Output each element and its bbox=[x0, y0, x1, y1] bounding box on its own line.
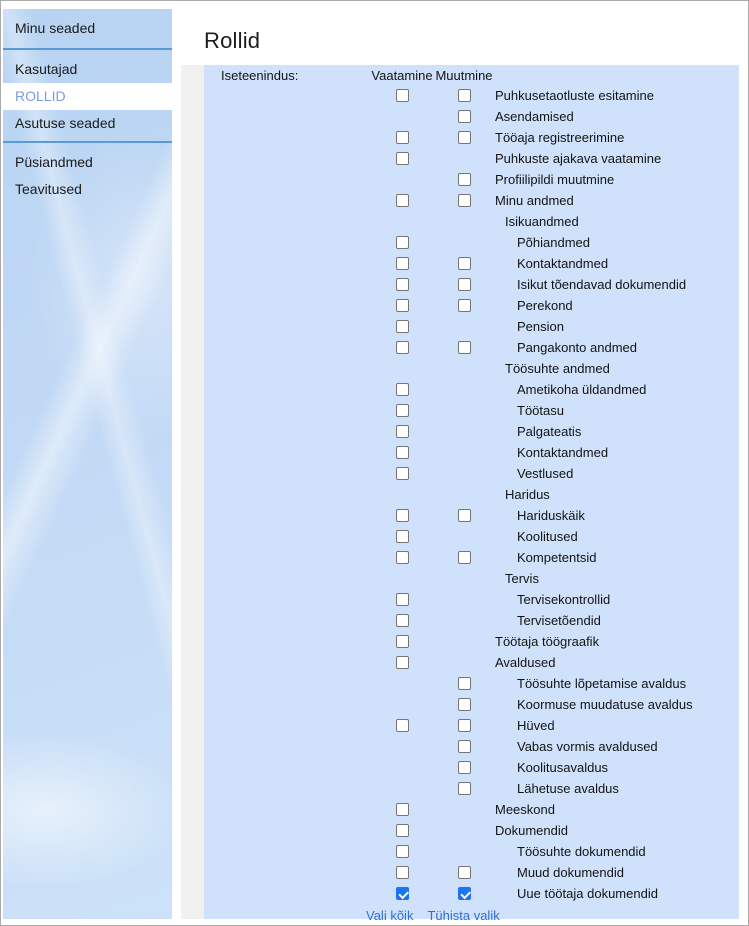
edit-checkbox[interactable] bbox=[458, 89, 471, 102]
view-checkbox-cell bbox=[371, 446, 433, 459]
view-checkbox[interactable] bbox=[396, 152, 409, 165]
view-checkbox[interactable] bbox=[396, 257, 409, 270]
edit-checkbox-cell bbox=[433, 509, 495, 522]
edit-checkbox[interactable] bbox=[458, 278, 471, 291]
view-checkbox-cell bbox=[371, 887, 433, 900]
view-checkbox-cell bbox=[371, 425, 433, 438]
permission-label: Muud dokumendid bbox=[517, 865, 624, 880]
permission-row bbox=[221, 799, 739, 820]
view-checkbox-cell bbox=[371, 509, 433, 522]
view-checkbox-cell bbox=[371, 131, 433, 144]
permission-label: Ametikoha üldandmed bbox=[517, 382, 647, 397]
view-checkbox-cell bbox=[371, 803, 433, 816]
permission-row bbox=[221, 883, 739, 904]
permissions-panel bbox=[204, 65, 739, 923]
permission-group-label: Isikuandmed bbox=[505, 214, 579, 229]
permission-label: Profiilipildi muutmine bbox=[495, 172, 615, 187]
edit-checkbox[interactable] bbox=[458, 509, 471, 522]
edit-checkbox[interactable] bbox=[458, 677, 471, 690]
edit-checkbox-cell bbox=[433, 257, 495, 270]
view-checkbox-cell bbox=[371, 593, 433, 606]
edit-checkbox-cell bbox=[433, 740, 495, 753]
permission-row bbox=[221, 505, 739, 526]
permission-label: Puhkusetaotluste esitamine bbox=[495, 88, 654, 103]
permission-label: Kontaktandmed bbox=[517, 256, 609, 271]
view-checkbox[interactable] bbox=[396, 131, 409, 144]
permission-group-label: Tervis bbox=[505, 571, 539, 586]
sidebar-item-minu-seaded[interactable]: Minu seaded bbox=[15, 20, 96, 36]
permission-label: Isikut tõendavad dokumendid bbox=[517, 277, 687, 292]
permission-row bbox=[221, 526, 739, 547]
permission-row bbox=[221, 694, 739, 715]
edit-checkbox[interactable] bbox=[458, 299, 471, 312]
view-checkbox[interactable] bbox=[396, 866, 409, 879]
permission-row bbox=[221, 316, 739, 337]
view-checkbox-cell bbox=[371, 824, 433, 837]
permission-label: Tervisekontrollid bbox=[517, 592, 611, 607]
view-checkbox-cell bbox=[371, 89, 433, 102]
permission-row bbox=[221, 85, 739, 106]
edit-checkbox[interactable] bbox=[458, 698, 471, 711]
view-checkbox-cell bbox=[371, 530, 433, 543]
view-checkbox[interactable] bbox=[396, 446, 409, 459]
view-checkbox[interactable] bbox=[396, 845, 409, 858]
edit-checkbox[interactable] bbox=[458, 782, 471, 795]
view-checkbox-cell bbox=[371, 257, 433, 270]
view-checkbox[interactable] bbox=[396, 236, 409, 249]
sidebar-item-rollid[interactable]: ROLLID bbox=[3, 83, 172, 110]
permission-row bbox=[221, 841, 739, 862]
view-checkbox-cell bbox=[371, 866, 433, 879]
permission-row bbox=[221, 379, 739, 400]
select-all-link[interactable]: Vali kõik bbox=[366, 908, 414, 923]
permission-label: Asendamised bbox=[495, 109, 574, 124]
permission-group-label: Haridus bbox=[505, 487, 550, 502]
edit-checkbox-cell bbox=[433, 131, 495, 144]
permission-group-label: Töösuhte andmed bbox=[505, 361, 610, 376]
permission-group-row bbox=[221, 568, 739, 589]
view-checkbox[interactable] bbox=[396, 803, 409, 816]
permission-row bbox=[221, 169, 739, 190]
permission-row bbox=[221, 295, 739, 316]
permission-label: Töösuhte dokumendid bbox=[517, 844, 646, 859]
permission-row bbox=[221, 736, 739, 757]
edit-checkbox-cell bbox=[433, 278, 495, 291]
permission-row bbox=[221, 232, 739, 253]
permission-row bbox=[221, 673, 739, 694]
sidebar-item-teavitused[interactable]: Teavitused bbox=[15, 181, 82, 197]
permission-row bbox=[221, 337, 739, 358]
edit-checkbox[interactable] bbox=[458, 257, 471, 270]
permission-group-row bbox=[221, 211, 739, 232]
edit-checkbox-cell bbox=[433, 110, 495, 123]
edit-checkbox-cell bbox=[433, 341, 495, 354]
view-checkbox-cell bbox=[371, 383, 433, 396]
view-checkbox[interactable] bbox=[396, 89, 409, 102]
view-checkbox-cell bbox=[371, 656, 433, 669]
edit-checkbox-cell bbox=[433, 782, 495, 795]
permission-label: Tööaja registreerimine bbox=[495, 130, 625, 145]
permission-label: Avaldused bbox=[495, 655, 556, 670]
permission-label: Põhiandmed bbox=[517, 235, 590, 250]
permission-label: Palgateatis bbox=[517, 424, 582, 439]
permission-rows bbox=[221, 85, 739, 904]
view-checkbox-cell bbox=[371, 845, 433, 858]
view-checkbox[interactable] bbox=[396, 425, 409, 438]
view-checkbox-cell bbox=[371, 635, 433, 648]
view-checkbox[interactable] bbox=[396, 614, 409, 627]
edit-checkbox[interactable] bbox=[458, 131, 471, 144]
view-checkbox-cell bbox=[371, 152, 433, 165]
permission-row bbox=[221, 400, 739, 421]
sidebar-group-top bbox=[3, 9, 172, 42]
view-checkbox-checked[interactable] bbox=[396, 887, 409, 900]
view-checkbox-cell bbox=[371, 404, 433, 417]
permission-label: Kompetentsid bbox=[517, 550, 597, 565]
sidebar-group-admin bbox=[3, 50, 172, 137]
panel-actions bbox=[221, 907, 739, 924]
view-checkbox[interactable] bbox=[396, 320, 409, 333]
permission-row bbox=[221, 148, 739, 169]
permission-label: Vabas vormis avaldused bbox=[517, 739, 658, 754]
edit-checkbox-cell bbox=[433, 887, 495, 900]
permission-label: Lähetuse avaldus bbox=[517, 781, 619, 796]
permission-label: Töötasu bbox=[517, 403, 564, 418]
permission-row bbox=[221, 631, 739, 652]
permission-row bbox=[221, 127, 739, 148]
sidebar-item-asutuse-seaded[interactable]: Asutuse seaded bbox=[15, 115, 116, 131]
edit-checkbox[interactable] bbox=[458, 341, 471, 354]
permission-label: Dokumendid bbox=[495, 823, 568, 838]
content-gutter bbox=[181, 65, 204, 919]
sidebar-item-kasutajad[interactable]: Kasutajad bbox=[15, 61, 78, 77]
permission-row bbox=[221, 610, 739, 631]
edit-checkbox-cell bbox=[433, 194, 495, 207]
edit-checkbox[interactable] bbox=[458, 110, 471, 123]
permission-row bbox=[221, 463, 739, 484]
permission-row bbox=[221, 547, 739, 568]
edit-checkbox[interactable] bbox=[458, 761, 471, 774]
permission-label: Pangakonto andmed bbox=[517, 340, 637, 355]
view-checkbox[interactable] bbox=[396, 341, 409, 354]
view-checkbox[interactable] bbox=[396, 719, 409, 732]
view-checkbox[interactable] bbox=[396, 824, 409, 837]
permission-row bbox=[221, 442, 739, 463]
view-checkbox[interactable] bbox=[396, 467, 409, 480]
edit-checkbox-cell bbox=[433, 89, 495, 102]
view-checkbox-cell bbox=[371, 551, 433, 564]
permission-label: Uue töötaja dokumendid bbox=[517, 886, 658, 901]
permission-row bbox=[221, 589, 739, 610]
view-checkbox[interactable] bbox=[396, 530, 409, 543]
permission-label: Hüved bbox=[517, 718, 555, 733]
edit-checkbox[interactable] bbox=[458, 719, 471, 732]
permission-label: Töötaja töögraafik bbox=[495, 634, 600, 649]
view-checkbox-cell bbox=[371, 719, 433, 732]
view-checkbox[interactable] bbox=[396, 656, 409, 669]
view-checkbox-cell bbox=[371, 467, 433, 480]
permission-label: Koormuse muudatuse avaldus bbox=[517, 697, 693, 712]
view-checkbox[interactable] bbox=[396, 383, 409, 396]
permission-label: Minu andmed bbox=[495, 193, 574, 208]
column-header-edit: Muutmine bbox=[435, 67, 493, 83]
edit-checkbox-cell bbox=[433, 299, 495, 312]
view-checkbox[interactable] bbox=[396, 404, 409, 417]
edit-checkbox-cell bbox=[433, 698, 495, 711]
permission-row bbox=[221, 106, 739, 127]
edit-checkbox[interactable] bbox=[458, 551, 471, 564]
permission-row bbox=[221, 820, 739, 841]
permission-row bbox=[221, 421, 739, 442]
edit-checkbox-cell bbox=[433, 866, 495, 879]
permission-row bbox=[221, 778, 739, 799]
view-checkbox[interactable] bbox=[396, 635, 409, 648]
sidebar-group-other bbox=[3, 143, 172, 203]
permission-label: Meeskond bbox=[495, 802, 555, 817]
view-checkbox-cell bbox=[371, 236, 433, 249]
view-checkbox[interactable] bbox=[396, 551, 409, 564]
view-checkbox[interactable] bbox=[396, 299, 409, 312]
edit-checkbox-cell bbox=[433, 173, 495, 186]
view-checkbox-cell bbox=[371, 194, 433, 207]
permission-row bbox=[221, 253, 739, 274]
permission-label: Perekond bbox=[517, 298, 573, 313]
permissions-header-row bbox=[221, 67, 739, 83]
view-checkbox-cell bbox=[371, 278, 433, 291]
permission-group-row bbox=[221, 358, 739, 379]
view-checkbox[interactable] bbox=[396, 194, 409, 207]
view-checkbox[interactable] bbox=[396, 593, 409, 606]
view-checkbox-cell bbox=[371, 341, 433, 354]
permission-label: Koolitusavaldus bbox=[517, 760, 609, 775]
permission-row bbox=[221, 715, 739, 736]
edit-checkbox[interactable] bbox=[458, 740, 471, 753]
view-checkbox-cell bbox=[371, 614, 433, 627]
permission-label: Hariduskäik bbox=[517, 508, 585, 523]
permission-label: Tervisetõendid bbox=[517, 613, 601, 628]
view-checkbox[interactable] bbox=[396, 509, 409, 522]
edit-checkbox[interactable] bbox=[458, 194, 471, 207]
edit-checkbox[interactable] bbox=[458, 866, 471, 879]
sidebar bbox=[3, 9, 172, 919]
permission-label: Puhkuste ajakava vaatamine bbox=[495, 151, 662, 166]
page-title: Rollid bbox=[204, 28, 261, 53]
edit-checkbox-cell bbox=[433, 719, 495, 732]
edit-checkbox-cell bbox=[433, 761, 495, 774]
sidebar-item-pusiandmed[interactable]: Püsiandmed bbox=[15, 154, 93, 170]
column-header-view: Vaatamine bbox=[371, 67, 433, 83]
permission-label: Vestlused bbox=[517, 466, 574, 481]
permission-row bbox=[221, 862, 739, 883]
view-checkbox-cell bbox=[371, 320, 433, 333]
view-checkbox-cell bbox=[371, 299, 433, 312]
permission-label: Koolitused bbox=[517, 529, 578, 544]
permission-label: Pension bbox=[517, 319, 564, 334]
permission-label: Töösuhte lõpetamise avaldus bbox=[517, 676, 687, 691]
permission-row bbox=[221, 274, 739, 295]
permission-row bbox=[221, 757, 739, 778]
edit-checkbox-cell bbox=[433, 551, 495, 564]
edit-checkbox-checked[interactable] bbox=[458, 887, 471, 900]
permission-row bbox=[221, 190, 739, 211]
permission-row bbox=[221, 652, 739, 673]
edit-checkbox[interactable] bbox=[458, 173, 471, 186]
clear-selection-link[interactable]: Tühista valik bbox=[427, 908, 500, 923]
section-label: Iseteenindus: bbox=[221, 67, 299, 83]
permission-label: Kontaktandmed bbox=[517, 445, 609, 460]
permission-group-row bbox=[221, 484, 739, 505]
edit-checkbox-cell bbox=[433, 677, 495, 690]
view-checkbox[interactable] bbox=[396, 278, 409, 291]
